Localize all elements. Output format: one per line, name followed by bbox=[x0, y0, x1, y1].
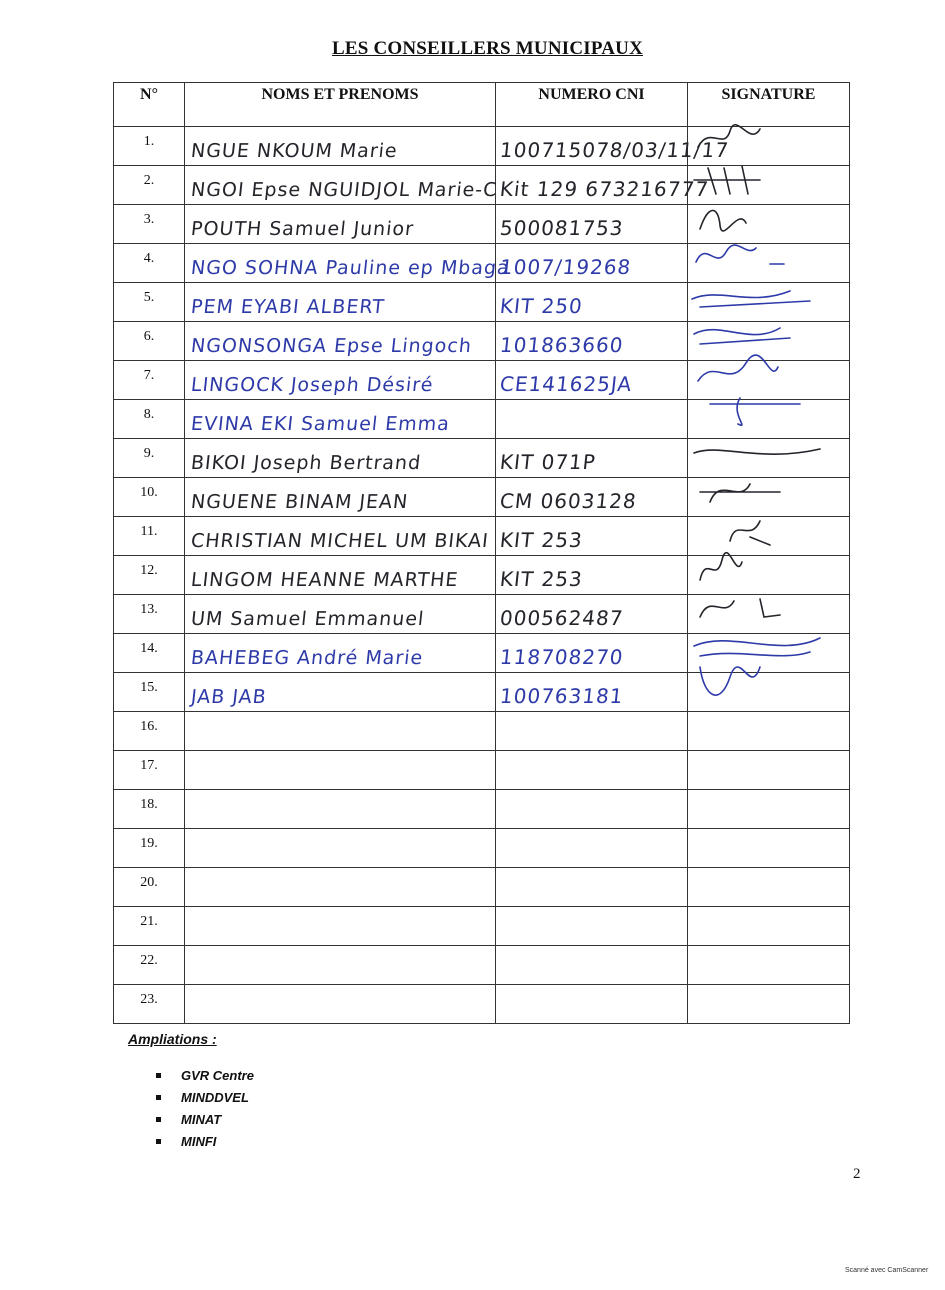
ampliations-title: Ampliations : bbox=[128, 1031, 217, 1047]
signature-cell bbox=[688, 790, 850, 829]
name-cell bbox=[185, 400, 496, 439]
row-number: 7. bbox=[143, 368, 155, 383]
cni-cell bbox=[496, 205, 688, 244]
page-number: 2 bbox=[853, 1166, 861, 1182]
row-number-cell bbox=[114, 517, 185, 556]
cni-number: KIT 253 bbox=[498, 567, 585, 591]
councillor-name: LINGOCK Joseph Désiré bbox=[189, 374, 435, 396]
signature-cell bbox=[688, 829, 850, 868]
cni-number: 100763181 bbox=[498, 684, 625, 708]
table-body bbox=[114, 127, 850, 1024]
cni-number: CE141625JA bbox=[498, 372, 634, 396]
cni-number: CM 0603128 bbox=[498, 489, 638, 513]
name-cell bbox=[185, 985, 496, 1024]
cni-number: KIT 071P bbox=[498, 450, 598, 474]
scanner-watermark: Scanné avec CamScanner bbox=[845, 1267, 929, 1274]
cni-number: 100715078/03/11/17 bbox=[498, 138, 731, 162]
row-number-cell bbox=[114, 907, 185, 946]
cni-cell bbox=[496, 244, 688, 283]
councillor-name: LINGOM HEANNE MARTHE bbox=[189, 569, 460, 591]
row-number: 5. bbox=[143, 290, 155, 305]
name-cell bbox=[185, 829, 496, 868]
cni-cell bbox=[496, 751, 688, 790]
councillor-name: JAB JAB bbox=[189, 686, 268, 708]
row-number: 15. bbox=[140, 680, 158, 695]
councillor-name: NGUE NKOUM Marie bbox=[189, 140, 399, 162]
name-cell bbox=[185, 712, 496, 751]
row-number-cell bbox=[114, 478, 185, 517]
cni-cell bbox=[496, 517, 688, 556]
table-row bbox=[114, 985, 850, 1024]
row-number: 16. bbox=[140, 719, 158, 734]
cni-cell bbox=[496, 868, 688, 907]
cni-cell bbox=[496, 556, 688, 595]
cni-cell bbox=[496, 478, 688, 517]
signature-cell bbox=[688, 751, 850, 790]
row-number: 18. bbox=[140, 797, 158, 812]
row-number-cell bbox=[114, 166, 185, 205]
row-number-cell bbox=[114, 556, 185, 595]
table-row bbox=[114, 712, 850, 751]
councillors-table bbox=[113, 82, 850, 1024]
cni-number: 000562487 bbox=[498, 606, 625, 630]
cni-cell bbox=[496, 985, 688, 1024]
row-number-cell bbox=[114, 322, 185, 361]
councillor-name: POUTH Samuel Junior bbox=[189, 218, 416, 240]
row-number: 19. bbox=[140, 836, 158, 851]
cni-number: 1007/19268 bbox=[498, 255, 633, 279]
name-cell bbox=[185, 634, 496, 673]
signature-cell bbox=[688, 946, 850, 985]
signature-cell bbox=[688, 907, 850, 946]
table-row bbox=[114, 790, 850, 829]
row-number: 8. bbox=[143, 407, 155, 422]
councillor-name: EVINA EKI Samuel Emma bbox=[189, 413, 452, 435]
councillor-name: PEM EYABI ALBERT bbox=[189, 296, 386, 318]
ampliation-item: MINFI bbox=[150, 1134, 254, 1156]
name-cell bbox=[185, 322, 496, 361]
ampliations-list bbox=[150, 1068, 254, 1156]
row-number: 14. bbox=[140, 641, 158, 656]
signature-cell bbox=[688, 673, 850, 712]
cni-cell bbox=[496, 634, 688, 673]
name-cell bbox=[185, 517, 496, 556]
row-number: 23. bbox=[140, 992, 158, 1007]
row-number: 11. bbox=[140, 524, 158, 539]
row-number-cell bbox=[114, 829, 185, 868]
row-number-cell bbox=[114, 205, 185, 244]
name-cell bbox=[185, 166, 499, 205]
name-cell bbox=[185, 205, 496, 244]
row-number-cell bbox=[114, 634, 185, 673]
table-row bbox=[114, 673, 850, 712]
name-cell bbox=[185, 946, 496, 985]
councillor-name: BAHEBEG André Marie bbox=[189, 647, 425, 669]
row-number: 21. bbox=[140, 914, 158, 929]
name-cell bbox=[185, 478, 496, 517]
name-cell bbox=[185, 127, 496, 166]
header-cni: NUMERO CNI bbox=[496, 83, 688, 127]
header-signature: SIGNATURE bbox=[688, 83, 850, 127]
name-cell bbox=[185, 283, 496, 322]
row-number-cell bbox=[114, 244, 185, 283]
row-number-cell bbox=[114, 400, 185, 439]
table-row bbox=[114, 868, 850, 907]
row-number-cell bbox=[114, 712, 185, 751]
row-number-cell bbox=[114, 595, 185, 634]
name-cell bbox=[185, 673, 496, 712]
cni-cell bbox=[496, 595, 688, 634]
name-cell bbox=[185, 439, 496, 478]
row-number: 3. bbox=[143, 212, 155, 227]
cni-cell bbox=[496, 166, 711, 205]
cni-cell bbox=[496, 790, 688, 829]
row-number-cell bbox=[114, 361, 185, 400]
row-number: 6. bbox=[143, 329, 155, 344]
councillor-name: NGOI Epse NGUIDJOL Marie-C bbox=[189, 179, 499, 201]
councillor-name: BIKOI Joseph Bertrand bbox=[189, 452, 423, 474]
signature-cell bbox=[688, 985, 850, 1024]
row-number-cell bbox=[114, 790, 185, 829]
cni-number: 101863660 bbox=[498, 333, 625, 357]
document-title: LES CONSEILLERS MUNICIPAUX bbox=[331, 38, 644, 59]
name-cell bbox=[185, 790, 496, 829]
cni-number: 500081753 bbox=[498, 216, 625, 240]
table-row bbox=[114, 829, 850, 868]
ampliation-item: MINDDVEL bbox=[150, 1090, 254, 1112]
row-number: 12. bbox=[140, 563, 158, 578]
cni-cell bbox=[496, 946, 688, 985]
row-number-cell bbox=[114, 751, 185, 790]
cni-cell bbox=[496, 829, 688, 868]
row-number: 4. bbox=[143, 251, 155, 266]
row-number-cell bbox=[114, 283, 185, 322]
name-cell bbox=[185, 595, 496, 634]
header-number: N° bbox=[114, 83, 185, 127]
row-number: 22. bbox=[140, 953, 158, 968]
cni-cell bbox=[496, 400, 688, 439]
cni-cell bbox=[496, 322, 688, 361]
name-cell bbox=[185, 244, 511, 283]
row-number: 10. bbox=[140, 485, 158, 500]
handwritten-signature bbox=[690, 667, 840, 713]
cni-number: KIT 253 bbox=[498, 528, 585, 552]
councillor-name: NGO SOHNA Pauline ep Mbaga bbox=[189, 257, 511, 279]
row-number: 9. bbox=[143, 446, 155, 461]
table-row bbox=[114, 907, 850, 946]
cni-cell bbox=[496, 361, 688, 400]
name-cell bbox=[185, 556, 496, 595]
councillor-name: UM Samuel Emmanuel bbox=[189, 608, 426, 630]
name-cell bbox=[185, 751, 496, 790]
ampliation-item: MINAT bbox=[150, 1112, 254, 1134]
name-cell bbox=[185, 868, 496, 907]
cni-number: Kit 129 673216777 bbox=[498, 177, 711, 201]
table-row bbox=[114, 946, 850, 985]
table-row bbox=[114, 751, 850, 790]
row-number-cell bbox=[114, 868, 185, 907]
councillor-name: NGUENE BINAM JEAN bbox=[189, 491, 410, 513]
cni-cell bbox=[496, 127, 731, 166]
row-number: 17. bbox=[140, 758, 158, 773]
row-number: 1. bbox=[143, 134, 155, 149]
cni-cell bbox=[496, 439, 688, 478]
ampliation-item: GVR Centre bbox=[150, 1068, 254, 1090]
table-header-row bbox=[114, 83, 850, 127]
name-cell bbox=[185, 361, 496, 400]
cni-cell bbox=[496, 712, 688, 751]
signature-cell bbox=[688, 868, 850, 907]
row-number: 20. bbox=[140, 875, 158, 890]
councillor-name: NGONSONGA Epse Lingoch bbox=[189, 335, 474, 357]
cni-cell bbox=[496, 283, 688, 322]
cni-cell bbox=[496, 673, 688, 712]
councillor-name: CHRISTIAN MICHEL UM BIKAI bbox=[189, 530, 490, 552]
cni-cell bbox=[496, 907, 688, 946]
row-number-cell bbox=[114, 946, 185, 985]
header-names: NOMS ET PRENOMS bbox=[185, 83, 496, 127]
row-number: 2. bbox=[143, 173, 155, 188]
row-number: 13. bbox=[140, 602, 158, 617]
cni-number: KIT 250 bbox=[498, 294, 585, 318]
row-number-cell bbox=[114, 985, 185, 1024]
cni-number: 118708270 bbox=[498, 645, 625, 669]
name-cell bbox=[185, 907, 496, 946]
row-number-cell bbox=[114, 439, 185, 478]
row-number-cell bbox=[114, 127, 185, 166]
row-number-cell bbox=[114, 673, 185, 712]
signature-cell bbox=[688, 712, 850, 751]
